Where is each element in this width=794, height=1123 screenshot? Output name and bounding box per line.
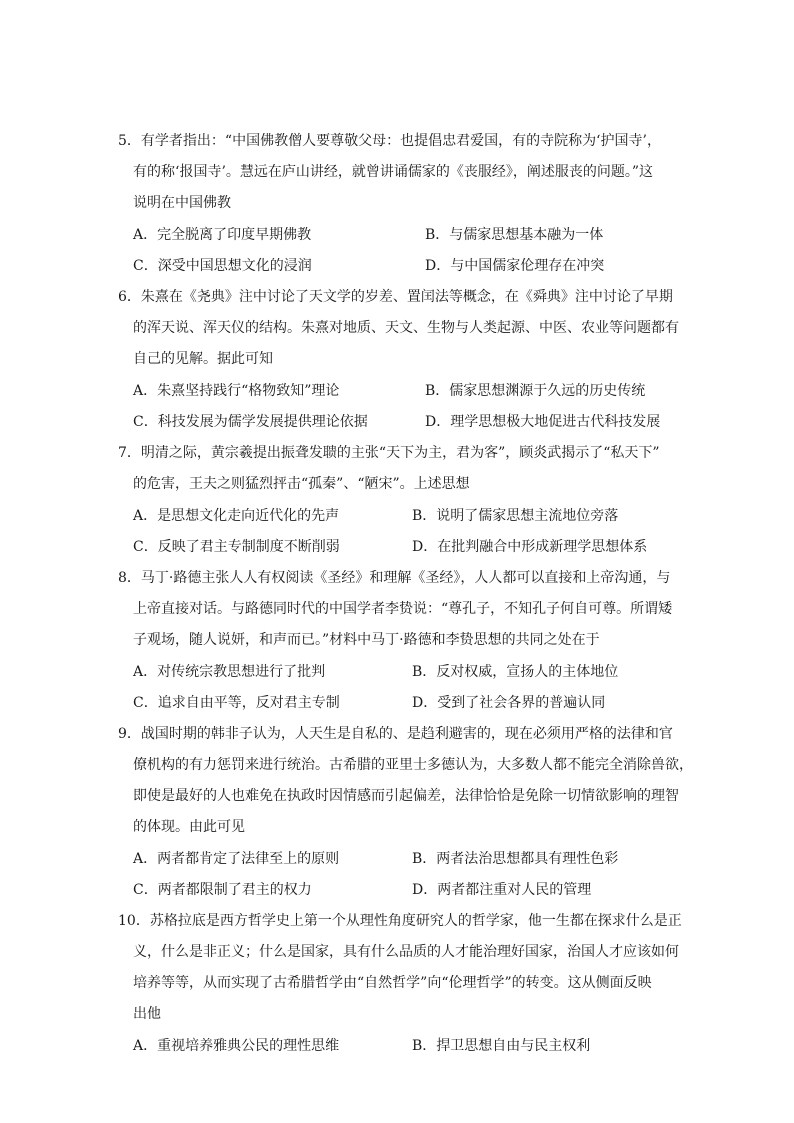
q8-option-c: C．追求自由平等，反对君主专制 [133, 695, 340, 711]
q7-option-d: D．在批判融合中形成新理学思想体系 [412, 539, 648, 555]
q6-option-d: D．理学思想极大地促进古代科技发展 [425, 414, 661, 430]
q9-line-4: 的体现。由此可见 [133, 819, 245, 835]
q5-option-d: D．与中国儒家伦理存在冲突 [425, 258, 605, 274]
q10-option-b: B．捍卫思想自由与民主权利 [412, 1038, 591, 1054]
q8-option-d: D．受到了社会各界的普遍认同 [412, 695, 606, 711]
q8-option-a: A．对传统宗教思想进行了批判 [133, 664, 326, 680]
q6-option-c: C．科技发展为儒学发展提供理论依据 [133, 414, 368, 430]
q5-line-2: 有的称‘报国寺’。慧远在庐山讲经，就曾讲诵儒家的《丧服经》，阐述服丧的问题。”这 [133, 164, 654, 180]
q10-line-3: 培养等等，从而实现了古希腊哲学由“自然哲学”向“伦理哲学”的转变。这从侧面反映 [133, 975, 652, 991]
q9-option-d: D．两者都注重对人民的管理 [412, 882, 592, 898]
q5-option-a: A．完全脱离了印度早期佛教 [133, 227, 312, 243]
q7-line-2: 的危害，王夫之则猛烈抨击“孤秦”、“陋宋”。上述思想 [133, 476, 470, 492]
q6-line-2: 的浑天说、浑天仪的结构。朱熹对地质、天文、生物与人类起源、中医、农业等问题都有 [133, 320, 679, 336]
q8-line-2: 上帝直接对话。与路德同时代的中国学者李贽说：“尊孔子，不知孔子何自可尊。所谓矮 [133, 601, 673, 617]
q10-line-1: 10．苏格拉底是西方哲学史上第一个从理性角度研究人的哲学家，他一生都在探求什么是正 [118, 913, 682, 929]
q9-line-1: 9．战国时期的韩非子认为，人天生是自私的、是趋利避害的，现在必须用严格的法律和官 [118, 726, 673, 742]
q9-line-2: 僚机构的有力惩罚来进行统治。古希腊的亚里士多德认为，大多数人都不能完全消除兽欲， [133, 757, 693, 773]
q5-option-c: C．深受中国思想文化的浸润 [133, 258, 312, 274]
q5-option-b: B．与儒家思想基本融为一体 [425, 227, 604, 243]
q7-option-c: C．反映了君主专制制度不断削弱 [133, 539, 340, 555]
q7-line-1: 7．明清之际，黄宗羲提出振聋发聩的主张“天下为主，君为客”，顾炎武揭示了“私天下” [118, 445, 660, 461]
q5-line-1: 5．有学者指出：“中国佛教僧人要尊敬父母：也提倡忠君爱国，有的寺院称为‘护国寺’， [118, 133, 661, 149]
q7-option-a: A．是思想文化走向近代化的先声 [133, 508, 340, 524]
q6-option-b: B．儒家思想渊源于久远的历史传统 [425, 383, 646, 399]
q10-line-2: 义，什么是非正义；什么是国家，具有什么品质的人才能治理好国家，治国人才应该如何 [133, 944, 679, 960]
q8-line-3: 子观场，随人说妍，和声而已。”材料中马丁·路德和李贽思想的共同之处在于 [133, 632, 600, 648]
q8-option-b: B．反对权威，宣扬人的主体地位 [412, 664, 619, 680]
q6-line-3: 自己的见解。据此可知 [133, 351, 273, 367]
q5-line-3: 说明在中国佛教 [133, 195, 231, 211]
q10-line-4: 出他 [133, 1006, 161, 1022]
q9-option-a: A．两者都肯定了法律至上的原则 [133, 851, 340, 867]
q7-option-b: B．说明了儒家思想主流地位旁落 [412, 508, 619, 524]
q6-line-1: 6．朱熹在《尧典》注中讨论了天文学的岁差、置闰法等概念，在《舜典》注中讨论了早期 [118, 289, 673, 305]
q8-line-1: 8．马丁·路德主张人人有权阅读《圣经》和理解《圣经》，人人都可以直接和上帝沟通，与 [118, 570, 671, 586]
q10-option-a: A．重视培养雅典公民的理性思维 [133, 1038, 340, 1054]
q9-option-b: B．两者法治思想都具有理性色彩 [412, 851, 619, 867]
q9-option-c: C．两者都限制了君主的权力 [133, 882, 312, 898]
q9-line-3: 即使是最好的人也难免在执政时因情感而引起偏差，法律恰恰是免除一切情欲影响的理智 [133, 788, 679, 804]
q6-option-a: A．朱熹坚持践行“格物致知”理论 [133, 383, 340, 399]
